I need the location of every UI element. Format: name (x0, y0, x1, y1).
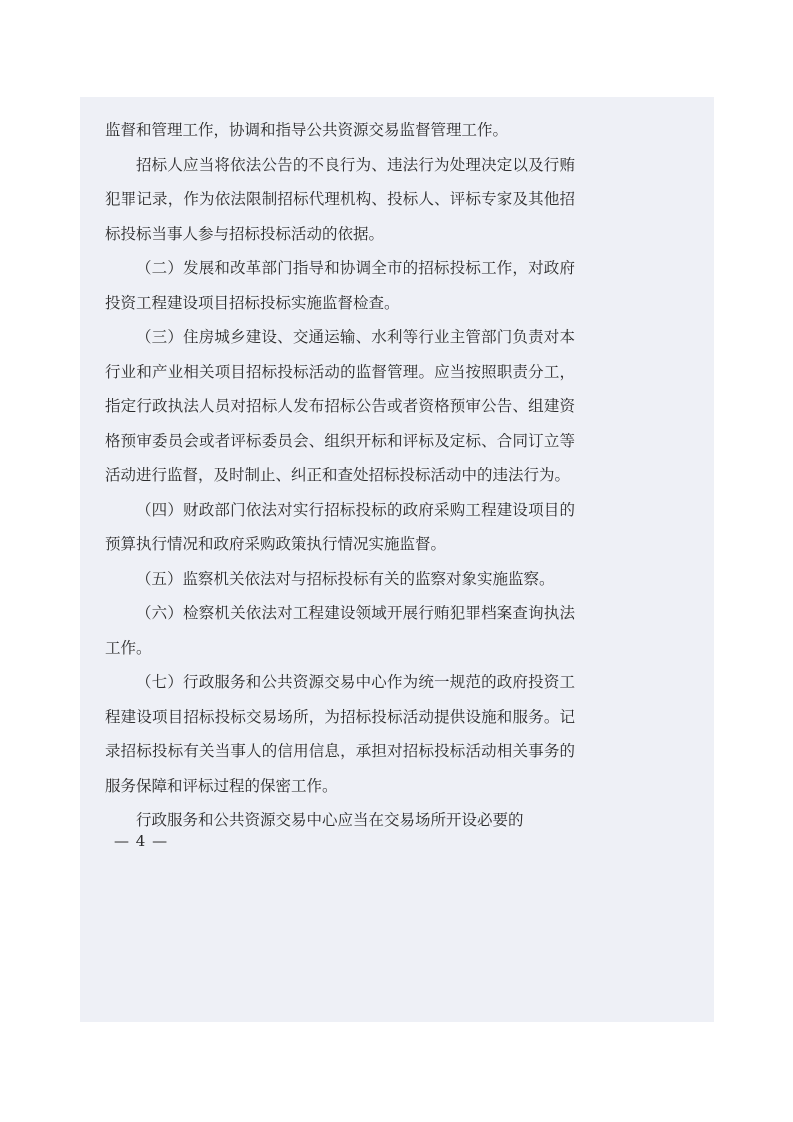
paragraph-continuation: 监督和管理工作，协调和指导公共资源交易监督管理工作。 (105, 121, 509, 139)
page-number: — 4 — (114, 832, 169, 850)
paragraph-item-3: （三）住房城乡建设、交通运输、水利等行业主管部门负责对本行业和产业相关项目招标投标活动的监督管理。应当按照职责分工，指定行政执法人员对招标人发布招标公告或者资格预审公告、组建资格预审委员会或者评标委员会、组织开标和评标及定标、合同订立等活动进行监督，及时制止、纠正和查处招标投标活动中的违法行为。 (105, 328, 575, 484)
paragraph-item-7: （七）行政服务和公共资源交易中心作为统一规范的政府投资工程建设项目招标投标交易场所，为招标投标活动提供设施和服务。记录招标投标有关当事人的信用信息，承担对招标投标活动相关事务的服务保障和评标过程的保密工作。 (105, 673, 575, 795)
paragraph-item-2: （二）发展和改革部门指导和协调全市的招标投标工作，对政府投资工程建设项目招标投标实施监督检查。 (105, 259, 575, 312)
document-body (105, 113, 575, 838)
paragraph-trading-center: 行政服务和公共资源交易中心应当在交易场所开设必要的 (136, 811, 524, 829)
paragraph-item-6: （六）检察机关依法对工程建设领域开展行贿犯罪档案查询执法工作。 (105, 604, 575, 657)
paragraph-tenderer-records: 招标人应当将依法公告的不良行为、违法行为处理决定以及行贿犯罪记录，作为依法限制招标代理机构、投标人、评标专家及其他招标投标当事人参与招标投标活动的依据。 (105, 155, 575, 243)
paragraph-item-5: （五）监察机关依法对与招标投标有关的监察对象实施监察。 (136, 569, 555, 588)
paragraph-item-4: （四）财政部门依法对实行招标投标的政府采购工程建设项目的预算执行情况和政府采购政策执行情况实施监督。 (105, 500, 575, 553)
